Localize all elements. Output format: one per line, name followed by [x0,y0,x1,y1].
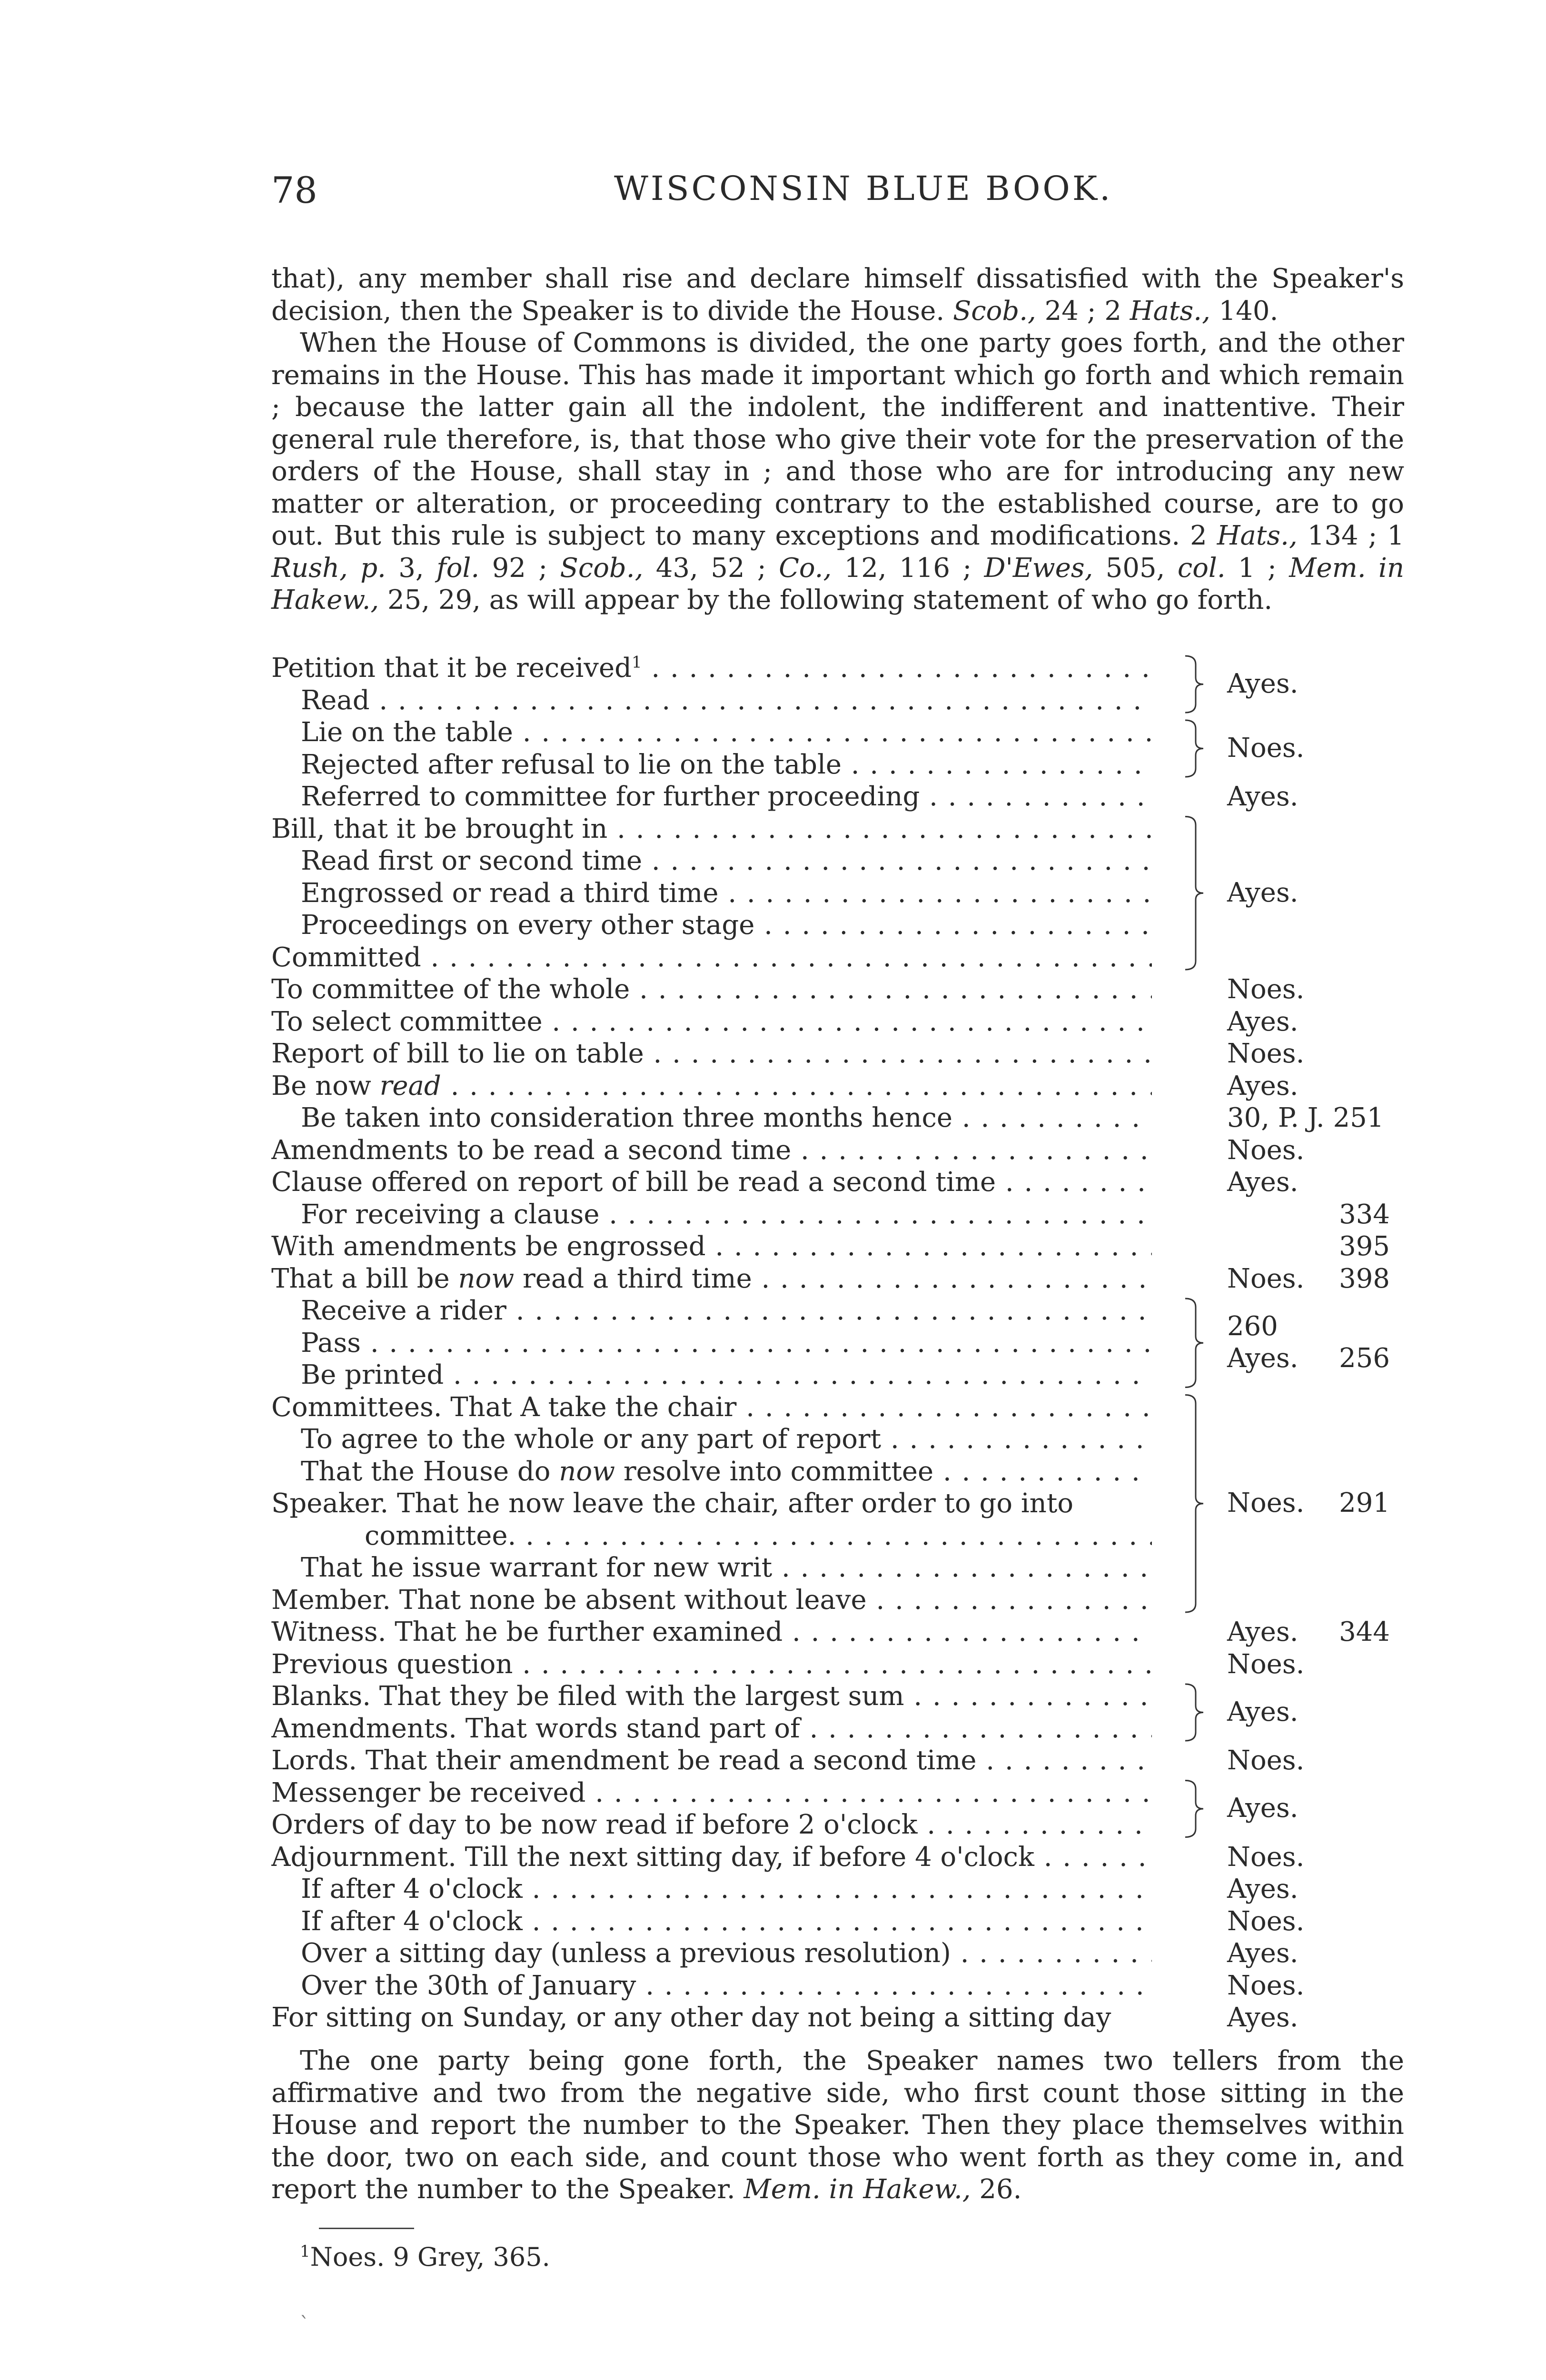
motion-label [271,1230,1152,1263]
motion-text: That the House do [301,1456,551,1487]
division-row [271,1616,1404,1648]
footnote-rule [319,2228,414,2229]
motion-label [271,1937,1152,1970]
body-text: 24 ; 2 [1036,295,1130,327]
motion-text: Previous question [271,1648,513,1680]
motion-text: Lie on the table [301,717,513,748]
motion-text-tail: resolve into committee [623,1456,934,1487]
body-text: 43, 52 ; [643,552,779,584]
motion-text: Amendments to be read a second time [271,1134,792,1166]
vote-result: Ayes. [1227,1616,1298,1647]
motion-label [271,1680,1152,1713]
body-text: 505, [1093,552,1178,584]
citation-text: Rush, p. [271,552,386,584]
citation-text: Mem. in Hakew., [743,2174,971,2205]
division-row [271,1102,1404,1134]
motion-label [271,877,1152,910]
body-text: 3, [386,552,437,584]
group-page-reference-2: 256 [1339,1343,1390,1374]
body-text: 1 ; [1225,552,1289,584]
vote-result: Ayes. [1227,1070,1298,1101]
motion-label [271,1488,1152,1520]
motion-label [271,1006,1152,1038]
group-vote-result-2: Ayes. [1227,1343,1298,1374]
body-text: When the House of Commons is divided, the one party goes forth, and the other remains in the House. This has made it important which go forth and which remain ; because the latter gain all the indolent, the indifferent and inattentive. Their general rule therefore, is, that those who give their vote for the preservation of the orders of the House, shall stay in ; and those who are for introducing any new matter or alteration, or proceeding contrary to the established course, are to go out. But this rule is subject to many exceptions and modifications. 2 [271,327,1404,551]
paragraph [271,2045,1404,2206]
division-row [271,973,1404,1006]
motion-label [271,684,1152,717]
motion-text: Referred to committee for further proceeding [301,781,920,812]
motion-text: If after 4 o'clock [301,1874,523,1904]
division-row [271,1648,1404,1681]
motion-text: That a bill be [271,1263,450,1294]
motion-text: Orders of day to be now read if before 2 o'clock [271,1809,918,1840]
body-text: 140. [1210,295,1278,327]
motion-text-tail: read a third time [523,1263,752,1294]
body-text: 25, 29, as will appear by the following statement of who go forth. [379,585,1273,615]
page-reference: 344 [1339,1616,1390,1647]
motion-text: Pass [301,1327,361,1359]
citation-text: fol. [436,552,480,584]
motion-text: For sitting on Sunday, or any other day not being a sitting day [271,2002,1111,2033]
body-text: The one party being gone forth, the Speaker names two tellers from the affirmative and two from the negative side, who first count those sitting in the House and report the number to the Speaker. Then they place themselves within the door, two on each side, and count those who went forth as they come in, and report the number to the Speaker. [271,2045,1404,2205]
page-number: 78 [271,169,317,211]
motion-text: Over a sitting day (unless a previous resolution) [301,1938,951,1969]
division-row [271,1970,1404,2002]
motion-emphasis: now [559,1456,615,1487]
motion-label [271,1199,1152,1231]
citation-text: Scob., [560,552,644,584]
vote-result: Noes. [1227,1038,1305,1069]
motion-text: Blanks. That they be filed with the largest sum [271,1681,904,1712]
motion-text: Over the 30th of January [301,1970,636,2001]
motion-label [271,1263,1152,1295]
motion-text: Bill, that it be brought in [271,813,608,844]
division-row [271,1873,1404,1905]
motion-text: To committee of the whole [271,974,630,1005]
motion-emphasis: read [379,1070,441,1101]
motion-label [271,1134,1152,1167]
body-text: 12, 116 ; [832,552,984,584]
group-page-reference: 291 [1339,1488,1390,1518]
citation-text: D'Ewes, [984,552,1093,584]
division-row [271,1745,1404,1777]
motion-label [271,1616,1152,1648]
motion-text: Lords. That their amendment be read a second time [271,1745,977,1776]
motion-text: Read first or second time [301,845,643,876]
motion-label [271,1038,1152,1070]
vote-result: Ayes. [1227,1167,1298,1198]
motion-label [271,1552,1152,1584]
motion-label [271,1905,1152,1938]
division-row [271,1166,1404,1199]
vote-result: Noes. [1227,1745,1305,1776]
motion-label [271,1456,1152,1488]
vote-result: Ayes. [1227,781,1298,812]
intro-text [271,263,1404,616]
division-row [271,1584,1404,1616]
vote-result: Ayes. [1227,1006,1298,1037]
vote-result: Ayes. [1227,1938,1298,1969]
footnote-ref: 1 [631,653,642,672]
motion-label [271,1295,1152,1327]
motion-label [271,1584,1152,1616]
motion-label [271,1327,1152,1359]
vote-result: Noes. [1227,1263,1305,1294]
division-row [271,1456,1404,1488]
motion-text: committee. [365,1520,516,1551]
motion-label [271,652,1152,684]
motion-label [271,716,1152,749]
division-row [271,781,1404,813]
division-row [271,1134,1404,1167]
group-vote-result: Ayes. [1227,877,1298,908]
citation-text: col. [1177,552,1226,584]
motion-label [271,781,1152,813]
motion-text: Member. That none be absent without leave [271,1584,867,1616]
page-reference: 398 [1339,1263,1390,1294]
division-row [271,942,1404,974]
vote-result: Noes. [1227,1841,1305,1873]
group-vote-result: Noes. [1227,1488,1305,1518]
vote-result: Ayes. [1227,2002,1298,2033]
footnote-mark: 1 [300,2242,310,2261]
motion-text: Proceedings on every other stage [301,910,755,941]
motion-label [271,813,1152,845]
division-row [271,1841,1404,1874]
citation-text: Co., [779,552,832,584]
page-reference: 395 [1339,1231,1390,1262]
motion-text: Report of bill to lie on table [271,1038,644,1069]
motion-text: That he issue warrant for new writ [301,1552,773,1583]
motion-text: Receive a rider [301,1295,506,1326]
motion-label [271,749,1152,781]
division-row [271,1552,1404,1584]
group-vote-result: 260 [1227,1310,1278,1342]
division-row [271,1006,1404,1038]
motion-label [271,1166,1152,1199]
motion-label [271,1070,1152,1102]
closing-text [271,2045,1404,2206]
paragraph [271,327,1404,616]
vote-result: Ayes. [1227,1874,1298,1904]
motion-text: If after 4 o'clock [301,1905,523,1937]
motion-label [271,1102,1152,1134]
division-row [271,1038,1404,1070]
page-reference: 334 [1339,1199,1390,1230]
motion-text: With amendments be engrossed [271,1231,706,1262]
motion-text: Rejected after refusal to lie on the table [301,749,842,780]
motion-text: Clause offered on report of bill be read a second time [271,1167,996,1198]
vote-result: Noes. [1227,1970,1305,2001]
group-vote-result: Ayes. [1227,1793,1298,1824]
motion-label [271,1391,1152,1424]
motion-text: Read [301,684,370,716]
motion-label [271,973,1152,1006]
division-row [271,1391,1404,1424]
group-vote-result: Ayes. [1227,1696,1298,1727]
group-vote-result: Ayes. [1227,668,1298,699]
motion-label [271,909,1152,942]
division-row [271,1070,1404,1102]
body-text: 26. [971,2174,1022,2205]
motion-text: Engrossed or read a third time [301,877,719,909]
motion-label [271,1520,1152,1552]
motion-text: Committed [271,942,421,973]
vote-result: Noes. [1227,1648,1305,1680]
motion-text: Witness. That he be further examined [271,1616,783,1647]
body-text: 92 ; [479,552,560,584]
vote-result: 30, P. J. 251 [1227,1102,1384,1133]
stray-mark: ` [300,2313,309,2335]
division-row [271,1423,1404,1456]
motion-text: Messenger be received [271,1777,586,1808]
motion-label [271,1841,1152,1874]
motion-text: Petition that it be received [271,653,632,684]
vote-result: Noes. [1227,1905,1305,1937]
motion-text: Adjournment. Till the next sitting day, if before 4 o'clock [271,1841,1034,1873]
motion-label [271,1873,1152,1905]
motion-text: For receiving a clause [301,1199,600,1230]
motion-text: Be now [271,1070,371,1101]
motion-label [271,942,1152,974]
motion-text: Amendments. That words stand part of [271,1713,800,1744]
motion-label [271,1713,1152,1745]
division-row [271,1520,1404,1552]
motion-label [271,1423,1152,1456]
division-row [271,1199,1404,1231]
division-row [271,1230,1404,1263]
body-text: that), any member shall rise and declare himself dissatisfied with the Speaker's decision, then the Speaker is to divide the House. [271,263,1404,327]
citation-text: Hats., [1130,295,1210,327]
motion-label [271,1777,1152,1809]
vote-result: Noes. [1227,1134,1305,1166]
motion-text: Speaker. That he now leave the chair, after order to go into [271,1488,1074,1519]
motion-label [271,1809,1152,1841]
vote-result: Noes. [1227,974,1305,1005]
citation-text: Hats., [1217,520,1298,551]
motion-emphasis: now [458,1263,515,1294]
group-vote-result: Noes. [1227,732,1305,764]
citation-text: Scob., [952,295,1036,327]
division-row [271,1905,1404,1938]
motion-label [271,1745,1152,1777]
division-row [271,2002,1404,2034]
footnote-text: Noes. 9 Grey, 365. [310,2242,550,2272]
page-header [271,169,1404,221]
motion-text: Be taken into consideration three months hence [301,1102,953,1133]
division-row [271,1263,1404,1295]
running-title: WISCONSIN BLUE BOOK. [614,169,1113,208]
division-row [271,1937,1404,1970]
motion-label [271,1970,1152,2002]
footnote [300,2242,550,2272]
citation-text: Mem. in Hakew., [271,552,1405,615]
division-row [271,909,1404,942]
motion-text: Be printed [301,1359,444,1390]
division-row [271,813,1404,845]
motion-text: Committees. That A take the chair [271,1391,737,1423]
paragraph [271,263,1404,327]
division-row [271,845,1404,877]
motion-label [271,2002,1152,2034]
motion-text: To select committee [271,1006,543,1037]
body-text: 134 ; 1 [1297,520,1405,551]
motion-text: To agree to the whole or any part of report [301,1424,882,1455]
motion-label [271,1359,1152,1391]
motion-label [271,845,1152,877]
motion-label [271,1648,1152,1681]
